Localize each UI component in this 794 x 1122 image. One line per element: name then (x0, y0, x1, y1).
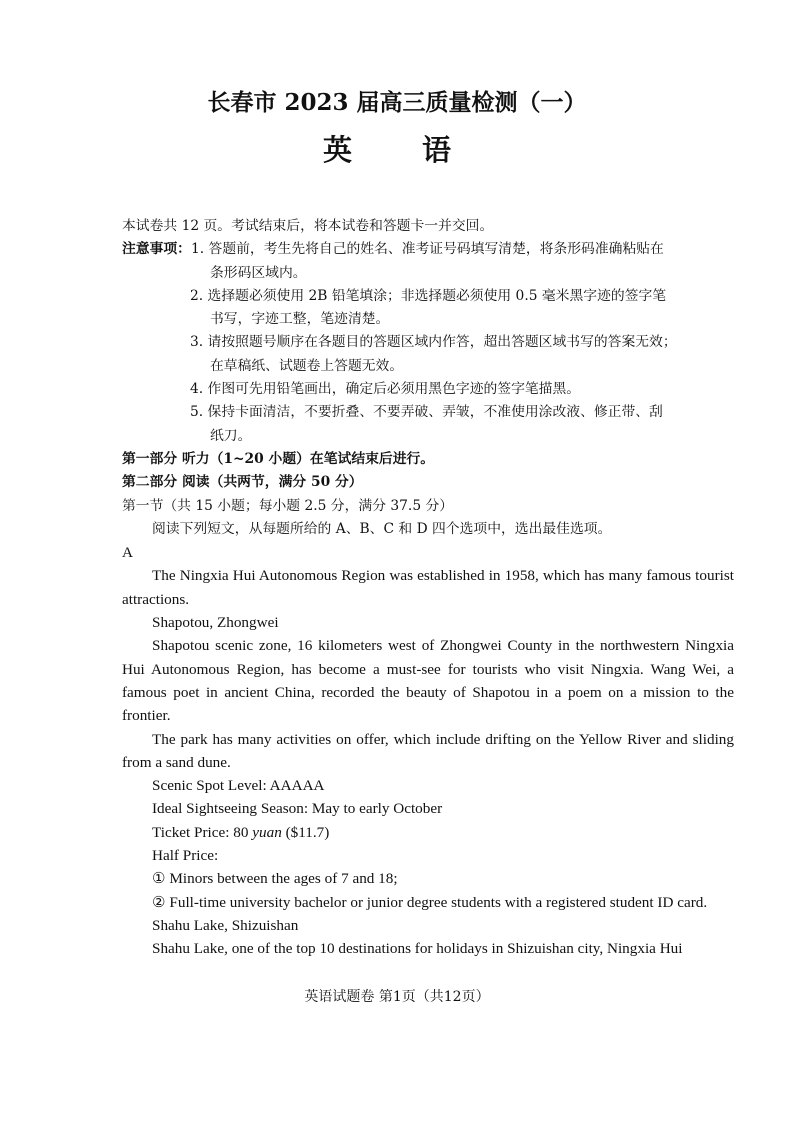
ticket-price-suffix: ($11.7) (281, 823, 330, 841)
note-1-continuation (122, 262, 734, 285)
half-price-item-2: ② Full-time university bachelor or junior degree students with a registered student ID card. (152, 893, 708, 911)
notes-block (122, 238, 734, 448)
passage-heading-shahu: Shahu Lake, Shizuishan (152, 916, 299, 934)
ticket-price-unit: yuan (252, 823, 282, 841)
half-price-label: Half Price: (152, 847, 219, 865)
exam-title: 长春市 2023 届高三质量检测（一） (207, 89, 587, 116)
note-4 (122, 378, 734, 401)
note-2 (122, 285, 734, 332)
passage-label: A (122, 544, 133, 562)
intro-line: 本试卷共 12 页。考试结束后，将本试卷和答题卡一并交回。 (122, 218, 494, 234)
note-2-cont: 书写，字迹工整，笔迹清楚。 (210, 311, 390, 328)
subject-title: 英 语 (322, 133, 482, 167)
notes-label: 注意事项： (122, 241, 191, 258)
ticket-price-prefix: Ticket Price: 80 (152, 823, 253, 841)
passage-paragraph-2: Shapotou scenic zone, 16 kilometers west of Zhongwei County in the northwestern Ningxia Hui Autonomous Region, has become a must-see for tourists who visit Ningxia. Wang Wei, a famous poet in ancient China, recorded the beauty of Shapotou in a poem on a mission to the frontier. (122, 637, 734, 725)
reading-direction: 阅读下列短文，从每题所给的 A、B、C 和 D 四个选项中，选出最佳选项。 (152, 520, 612, 537)
section-1-heading: 第一节（共 15 小题；每小题 2.5 分，满分 37.5 分） (122, 497, 454, 514)
note-3 (122, 331, 734, 378)
exam-content (122, 215, 734, 961)
passage-paragraph-1: The Ningxia Hui Autonomous Region was established in 1958, which has many famous tourist attractions. (122, 567, 734, 608)
page-footer: 英语试题卷 第1页（共12页） (304, 989, 490, 1005)
passage-paragraph-3: The park has many activities on offer, which include drifting on the Yellow River and sliding from a sand dune. (122, 730, 734, 771)
ticket-price (122, 821, 734, 844)
note-1 (122, 238, 734, 261)
passage-paragraph-4: Shahu Lake, one of the top 10 destinations for holidays in Shizuishan city, Ningxia Hui (152, 940, 683, 958)
note-1-head: 1. 答题前，考生先将自己的姓名、准考证号码填写清楚，将条形码准确粘贴在 (190, 241, 664, 258)
note-4-head: 4. 作图可先用铅笔画出，确定后必须用黑色字迹的签字笔描黑。 (190, 381, 581, 398)
note-3-head: 3. 请按照题号顺序在各题目的答题区域内作答，超出答题区域书写的答案无效； (190, 334, 677, 351)
part-2-heading: 第二部分 阅读（共两节，满分 50 分） (122, 474, 363, 491)
part-1-heading: 第一部分 听力（1~20 小题）在笔试结束后进行。 (122, 450, 435, 467)
note-2-head: 2. 选择题必须使用 2B 铅笔填涂；非选择题必须使用 0.5 毫米黑字迹的签字笔 (190, 287, 667, 304)
passage-heading-shapotou: Shapotou, Zhongwei (152, 614, 279, 632)
note-5-cont: 纸刀。 (210, 427, 252, 444)
sightseeing-season: Ideal Sightseeing Season: May to early October (152, 800, 443, 818)
note-5 (122, 401, 734, 448)
scenic-level: Scenic Spot Level: AAAAA (152, 777, 325, 795)
half-price-item-1: ① Minors between the ages of 7 and 18; (152, 870, 398, 888)
note-3-cont: 在草稿纸、试题卷上答题无效。 (210, 357, 404, 374)
note-5-head: 5. 保持卡面清洁，不要折叠、不要弄破、弄皱，不准使用涂改液、修正带、刮 (190, 404, 663, 421)
note-1-cont: 条形码区域内。 (210, 264, 307, 281)
